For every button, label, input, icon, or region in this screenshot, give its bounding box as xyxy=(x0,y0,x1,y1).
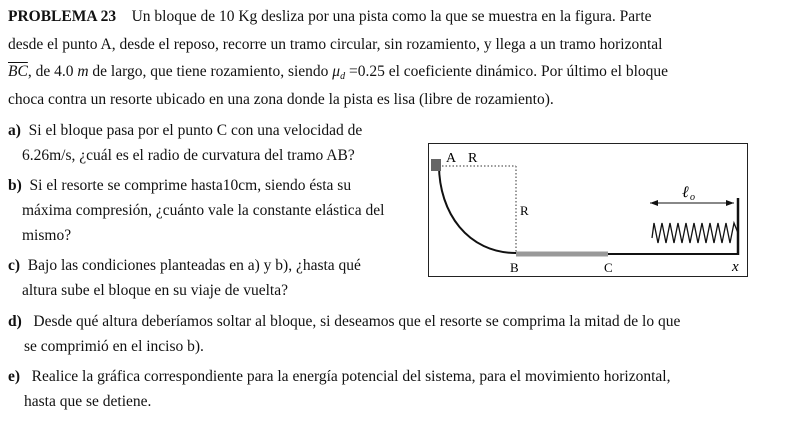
question-b-text-3: mismo? xyxy=(22,227,72,244)
question-a-label: a) xyxy=(8,122,21,139)
question-a-line-2 xyxy=(22,146,355,166)
length-arrow-right-head xyxy=(726,200,734,206)
question-d-label: d) xyxy=(8,313,22,330)
question-b-line-1 xyxy=(8,176,351,196)
question-d-text-1: Desde qué altura deberíamos soltar al bloque, si deseamos que el resorte se comprima la mitad de lo que xyxy=(33,313,681,330)
label-l0: ℓ xyxy=(682,184,689,201)
unit-m: m xyxy=(77,63,89,80)
spring xyxy=(652,223,738,243)
question-d-text-2: se comprimió en el inciso b). xyxy=(24,338,204,355)
question-d-line-2 xyxy=(24,337,204,357)
question-a-text-1: Si el bloque pasa por el punto C con una velocidad de xyxy=(28,122,363,139)
intro-line-2 xyxy=(8,35,662,55)
question-a-line-1 xyxy=(8,121,362,141)
intro-line-1 xyxy=(8,7,652,27)
label-r-top: R xyxy=(468,151,478,166)
question-c-text-1: Bajo las condiciones planteadas en a) y b), ¿hasta qué xyxy=(27,257,361,274)
intro-line-3 xyxy=(8,62,668,87)
intro-text-1: Un bloque de 10 Kg desliza por una pista como la que se muestra en la figura. Parte xyxy=(131,8,652,25)
intro-text-3a: , de 4.0 xyxy=(27,63,78,80)
intro-text-3b: de largo, que tiene rozamiento, siendo xyxy=(88,63,333,80)
segment-bc: $\overline{BC}$ xyxy=(8,63,28,80)
question-e-label: e) xyxy=(8,368,21,385)
question-e-line-2 xyxy=(24,392,151,412)
intro-text-2: desde el punto A, desde el reposo, recorre un tramo circular, sin rozamiento, y llega a un tramo horizontal xyxy=(8,36,663,53)
question-b-line-2 xyxy=(22,201,384,221)
question-c-label: c) xyxy=(8,257,21,274)
intro-line-4 xyxy=(8,90,554,110)
question-c-text-2: altura sube el bloque en su viaje de vuelta? xyxy=(22,282,288,299)
length-arrow-left-head xyxy=(650,200,658,206)
track-figure xyxy=(428,143,748,277)
label-x: x xyxy=(732,259,739,275)
question-b-label: b) xyxy=(8,177,22,194)
label-r-side: R xyxy=(520,203,529,218)
question-c-line-2 xyxy=(22,281,288,301)
problem-title: PROBLEMA 23 xyxy=(8,8,117,25)
question-b-text-2: máxima compresión, ¿cuánto vale la constante elástica del xyxy=(22,202,385,219)
label-l0-sub: o xyxy=(690,192,695,203)
intro-text-4: choca contra un resorte ubicado en una zona donde la pista es lisa (libre de rozamiento). xyxy=(8,91,554,108)
question-e-line-1 xyxy=(8,367,671,387)
label-b: B xyxy=(510,260,519,275)
mu-symbol: μ xyxy=(332,63,341,80)
question-b-text-1: Si el resorte se comprime hasta10cm, siendo ésta su xyxy=(29,177,352,194)
label-c: C xyxy=(604,260,613,275)
question-e-text-1: Realice la gráfica correspondiente para la energía potencial del sistema, para el movimiento horizontal, xyxy=(31,368,671,385)
question-c-line-1 xyxy=(8,256,361,276)
question-d-line-1 xyxy=(8,312,680,332)
circular-track xyxy=(439,165,516,253)
question-e-text-2: hasta que se detiene. xyxy=(24,393,152,410)
intro-text-3c: =0.25 el coeficiente dinámico. Por último el bloque xyxy=(348,63,669,80)
mu-subscript: d xyxy=(340,71,346,82)
question-a-text-2: 6.26m/s, ¿cuál es el radio de curvatura del tramo AB? xyxy=(22,147,355,164)
question-b-line-3 xyxy=(22,226,71,246)
block xyxy=(431,159,441,171)
label-a: A xyxy=(446,151,457,166)
